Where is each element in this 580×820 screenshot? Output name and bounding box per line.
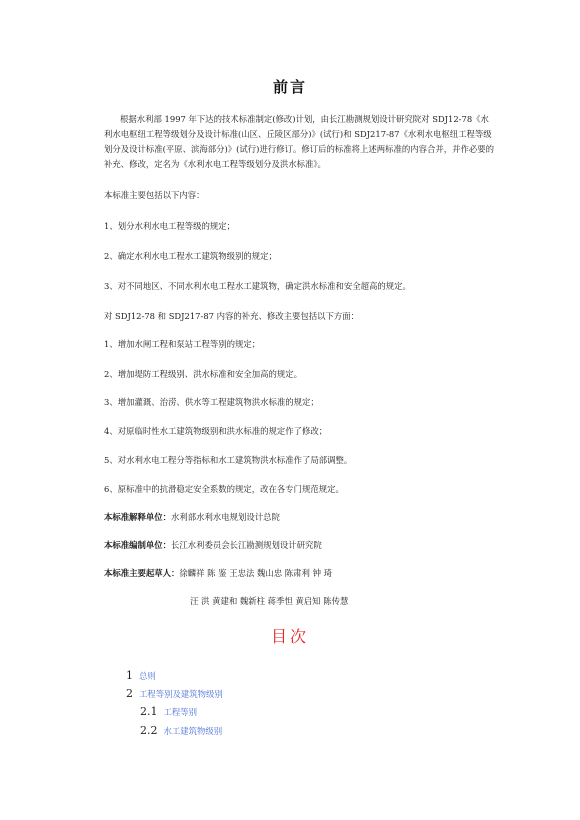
- revision-item-1: 1、增加水闸工程和泵站工程等别的规定；: [104, 339, 261, 349]
- interpret-unit-label: 本标准解释单位：: [104, 512, 171, 522]
- drafters-names-1: 徐麟祥 陈 鉴 王忠法 魏山忠 陈肃利 钟 琦: [179, 568, 333, 578]
- toc-link-project-grade[interactable]: 工程等别: [163, 707, 197, 717]
- main-item-1: 1、划分水利水电工程等级的规定；: [104, 221, 235, 231]
- main-item-3: 3、对不同地区、不同水利水电工程水工建筑物，确定洪水标准和安全超高的规定。: [104, 281, 411, 291]
- revision-item-5: 5、对水利水电工程分等指标和水工建筑物洪水标准作了局部调整。: [104, 455, 353, 465]
- interpret-unit-value: 水利部水利水电规划设计总院: [171, 512, 280, 522]
- compile-unit-label: 本标准编制单位：: [104, 540, 171, 550]
- revision-item-2: 2、增加堤防工程级别、洪水标准和安全加高的规定。: [104, 369, 302, 379]
- foreword-intro-paragraph: 根据水利部 1997 年下达的技术标准制定(修改)计划，由长江勘测规划设计研究院对 SDJ12-78《水利水电枢纽工程等级划分及设计标准(山区、丘陵区部分)》(试行)和 SDJ217-87《水利水电枢纽工程等级划分及设计标准(平原、滨海部分)》(试行)进行修订。修订后的标准将上述两标准的内容合并，并作必要的补充、修改，定名为《水利水电工程等级划分及洪水标准》。: [104, 114, 494, 169]
- interpret-unit-line: [104, 511, 504, 523]
- toc-item-1[interactable]: [126, 670, 156, 682]
- revision-item-3: 3、增加灌溉、治涝、供水等工程建筑物洪水标准的规定；: [104, 397, 319, 407]
- toc-item-number: 1: [126, 669, 133, 682]
- toc-title: 目次: [270, 627, 309, 646]
- drafters-label: 本标准主要起草人：: [104, 568, 180, 578]
- toc-link-grade-classification[interactable]: 工程等别及建筑物级别: [139, 689, 223, 699]
- compile-unit-value: 长江水利委员会长江勘测规划设计研究院: [171, 540, 322, 550]
- toc-item-2[interactable]: [126, 688, 223, 700]
- toc-item-2-2[interactable]: [140, 725, 222, 737]
- toc-item-number: 2: [126, 687, 133, 700]
- toc-link-general[interactable]: 总则: [139, 671, 156, 681]
- toc-link-structure-class[interactable]: 水工建筑物级别: [163, 726, 223, 736]
- drafters-names-2: 汪 洪 黄建和 魏新柱 蒋季怛 黄启知 陈传慧: [190, 596, 349, 606]
- revision-item-4: 4、对原临时性水工建筑物级别和洪水标准的规定作了修改；: [104, 426, 328, 436]
- foreword-title: 前言: [272, 78, 307, 96]
- compile-unit-line: [104, 539, 504, 551]
- drafters-line: [104, 567, 504, 579]
- revision-item-6: 6、原标准中的抗滑稳定安全系数的规定，改在各专门规范规定。: [104, 484, 344, 494]
- toc-item-number: 2.2: [140, 724, 158, 737]
- toc-item-number: 2.1: [140, 705, 158, 718]
- toc-item-2-1[interactable]: [140, 706, 197, 718]
- revision-lead: 对 SDJ12-78 和 SDJ217-87 内容的补充、修改主要包括以下方面：: [104, 311, 360, 321]
- main-item-2: 2、确定水利水电工程水工建筑物级别的规定；: [104, 251, 277, 261]
- main-content-lead: 本标准主要包括以下内容：: [104, 190, 205, 200]
